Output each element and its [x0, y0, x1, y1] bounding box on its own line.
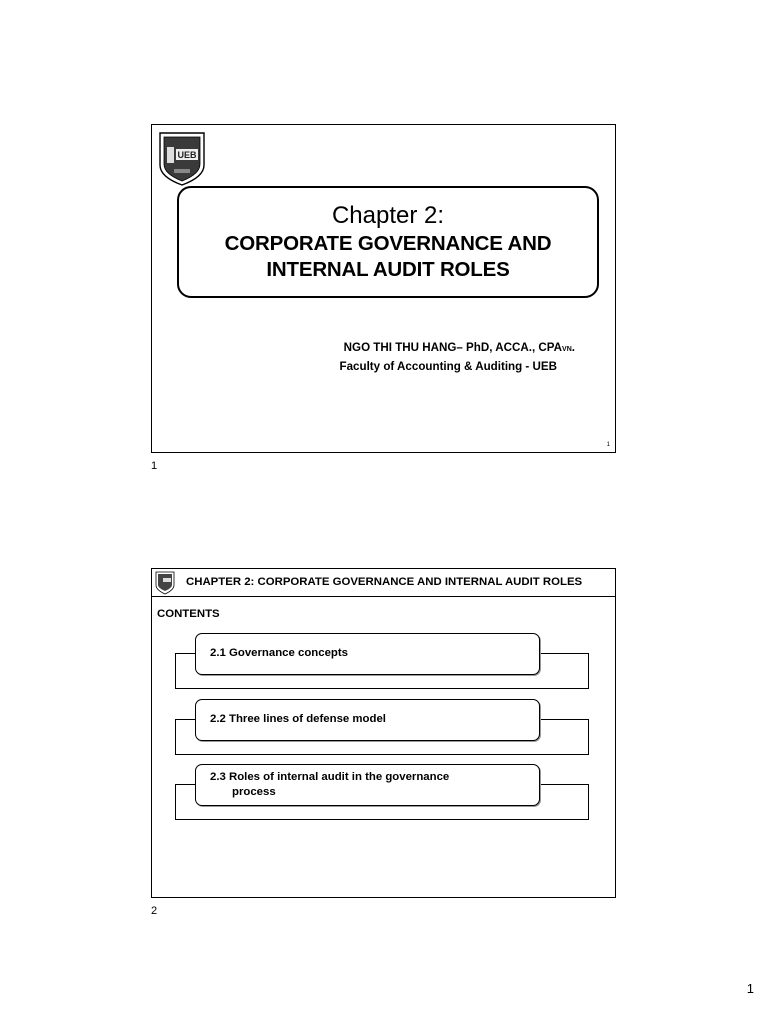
ueb-logo-icon [155, 571, 175, 595]
svg-text:UEB: UEB [177, 150, 197, 160]
header-title: CHAPTER 2: CORPORATE GOVERNANCE AND INTERNAL AUDIT ROLES [186, 576, 583, 588]
title-box [177, 186, 599, 298]
faculty-line: Faculty of Accounting & Auditing - UEB [339, 360, 557, 373]
slide-label-2: 2 [151, 905, 158, 917]
author-line: NGO THI THU HANG– PhD, ACCA., CPAVN. [343, 341, 575, 354]
chapter-subtitle-line2: INTERNAL AUDIT ROLES [266, 258, 510, 281]
contents-item-label: 2.3 Roles of internal audit in the governance process [210, 771, 450, 798]
ueb-logo-icon [156, 129, 208, 187]
contents-label: CONTENTS [157, 608, 220, 620]
contents-slide [151, 568, 616, 898]
title-slide [151, 124, 616, 453]
chapter-title: Chapter 2: [331, 202, 445, 230]
slide-number: 1 [606, 442, 610, 448]
contents-item-label: 2.1 Governance concepts [210, 647, 349, 659]
contents-item-label: 2.2 Three lines of defense model [210, 713, 386, 725]
chapter-subtitle-line1: CORPORATE GOVERNANCE AND [224, 232, 552, 256]
slide-label-1: 1 [151, 460, 158, 472]
page-number: 1 [746, 981, 754, 996]
slide-header [152, 569, 615, 597]
